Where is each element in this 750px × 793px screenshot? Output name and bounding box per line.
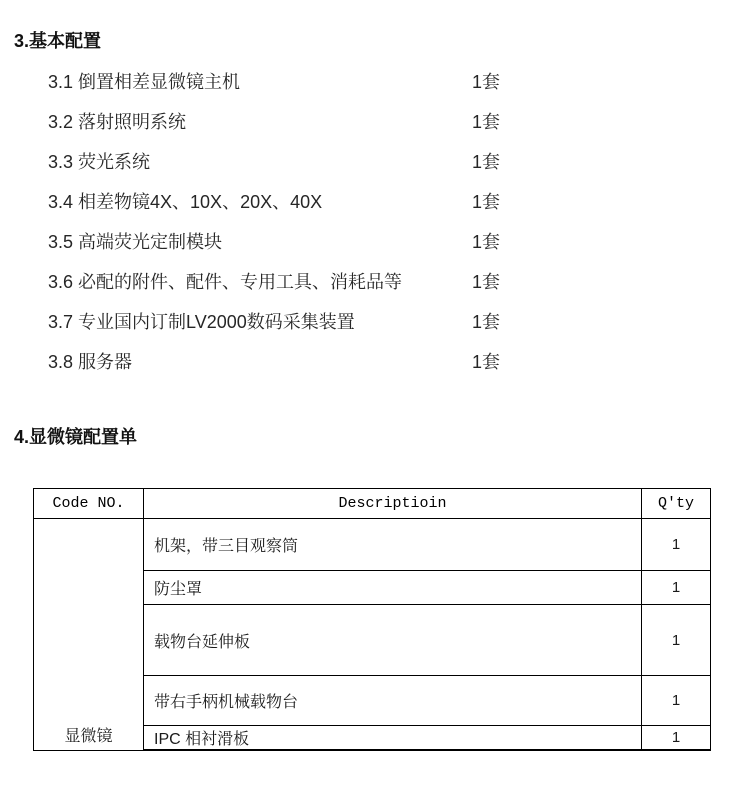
config-item-row: [0, 181, 750, 221]
config-item-row: [0, 101, 750, 141]
table-cell-description: IPC 相衬滑板: [144, 726, 642, 749]
config-item-row: [0, 261, 750, 301]
table-cell-qty: 1: [671, 631, 681, 649]
config-item-quantity: 1套: [472, 192, 501, 212]
config-item-quantity: 1套: [472, 352, 501, 372]
config-item-label: 3.6 必配的附件、配件、专用工具、消耗品等: [48, 272, 403, 292]
section4-heading: 4.显微镜配置单: [14, 427, 138, 447]
config-item-label: 3.7 专业国内订制LV2000数码采集装置: [48, 312, 355, 332]
table-rows: [144, 519, 710, 750]
table-header-qty: Q'ty: [642, 489, 710, 519]
config-item-quantity: 1套: [472, 152, 501, 172]
table-cell-description: 防尘罩: [144, 571, 642, 604]
config-item-row: [0, 221, 750, 261]
table-group-label: 显微镜: [64, 728, 113, 745]
config-item-quantity: 1套: [472, 312, 501, 332]
config-item-quantity: 1套: [472, 72, 501, 92]
table-cell-qty: 1: [671, 729, 681, 746]
table-row: [144, 676, 710, 726]
config-item-row: [0, 141, 750, 181]
config-item-label: 3.2 落射照明系统: [48, 112, 187, 132]
table-cell-qty: 1: [671, 692, 681, 709]
config-item-label: 3.4 相差物镜4X、10X、20X、40X: [48, 192, 323, 212]
table-header-row: [34, 489, 710, 519]
table-header-code: Code NO.: [34, 489, 144, 519]
table-cell-qty: 1: [671, 536, 681, 553]
config-item-label: 3.3 荧光系统: [48, 152, 151, 172]
config-item-row: [0, 341, 750, 381]
table-header-description: Descriptioin: [144, 489, 642, 519]
config-item-label: 3.8 服务器: [48, 352, 133, 372]
table-row: [144, 605, 710, 676]
table-row: [144, 726, 710, 750]
table-row: [144, 571, 710, 605]
table-group-cell: [34, 519, 144, 750]
table-cell-description: 带右手柄机械载物台: [144, 676, 642, 725]
table-cell-description: 载物台延伸板: [144, 605, 642, 675]
config-item-label: 3.1 倒置相差显微镜主机: [48, 72, 241, 92]
config-item-quantity: 1套: [472, 272, 501, 292]
table-cell-qty: 1: [671, 579, 681, 596]
table-cell-description: 机架，带三目观察筒: [144, 519, 642, 570]
section3-config-list: [0, 61, 750, 381]
microscope-config-table: [33, 488, 711, 751]
config-item-quantity: 1套: [472, 112, 501, 132]
table-body: [34, 519, 710, 750]
table-row: [144, 519, 710, 571]
section3-heading: 3.基本配置: [14, 31, 102, 51]
config-item-row: [0, 301, 750, 341]
config-item-row: [0, 61, 750, 101]
config-item-quantity: 1套: [472, 232, 501, 252]
config-item-label: 3.5 高端荧光定制模块: [48, 232, 223, 252]
